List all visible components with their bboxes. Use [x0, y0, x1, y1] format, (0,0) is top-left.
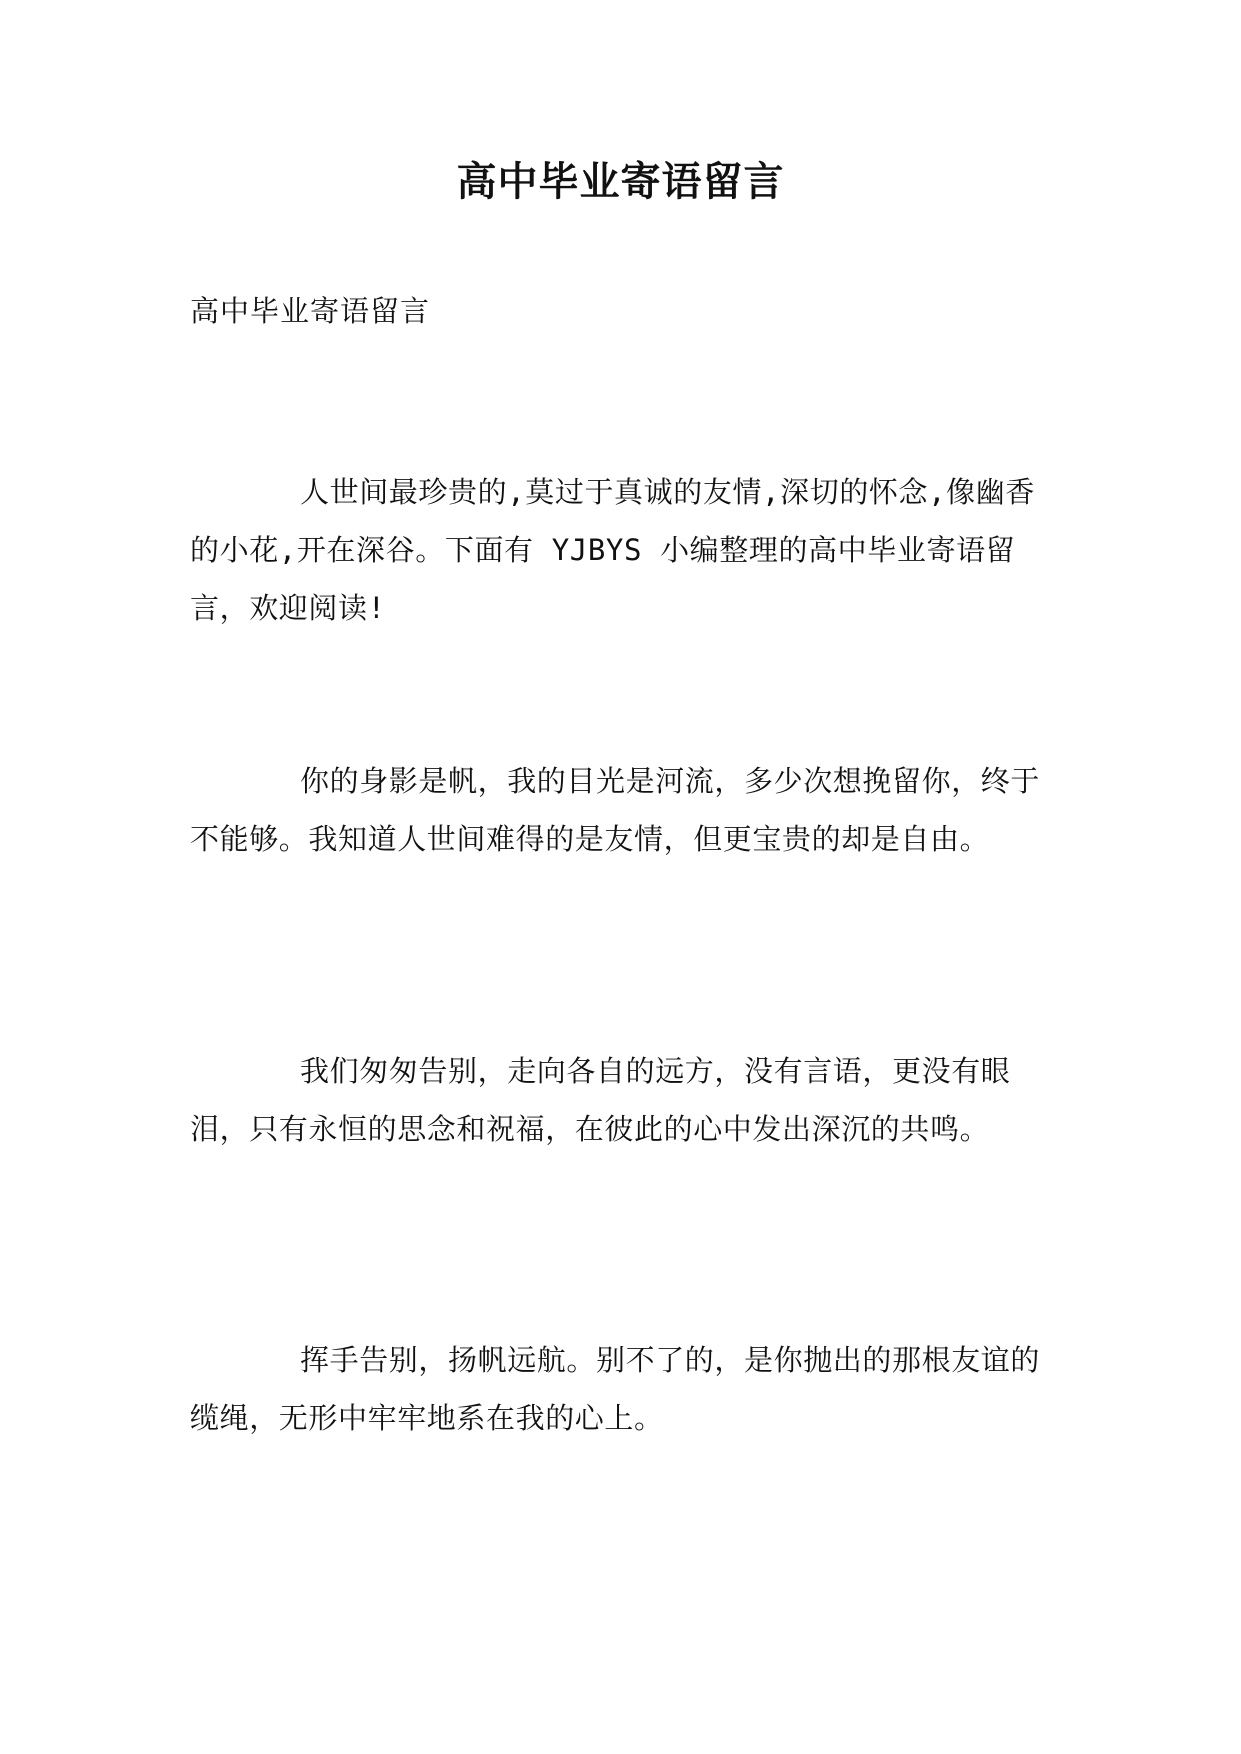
document-title: 高中毕业寄语留言: [456, 158, 785, 205]
document-subtitle: 高中毕业寄语留言: [190, 294, 431, 328]
paragraph-intro: 人世间最珍贵的,莫过于真诚的友情,深切的怀念,像幽香的小花,开在深谷。下面有 YJBYS 小编整理的高中毕业寄语留言，欢迎阅读!: [190, 475, 1035, 625]
paragraph-sail: 你的身影是帆，我的目光是河流，多少次想挽留你，终于不能够。我知道人世间难得的是友情，但更宝贵的却是自由。: [190, 764, 1041, 856]
paragraph-wave-goodbye: 挥手告别，扬帆远航。别不了的，是你抛出的那根友谊的缆绳，无形中牢牢地系在我的心上。: [190, 1343, 1041, 1435]
paragraph-farewell: 我们匆匆告别，走向各自的远方，没有言语，更没有眼泪，只有永恒的思念和祝福，在彼此的心中发出深沉的共鸣。: [190, 1054, 1011, 1146]
